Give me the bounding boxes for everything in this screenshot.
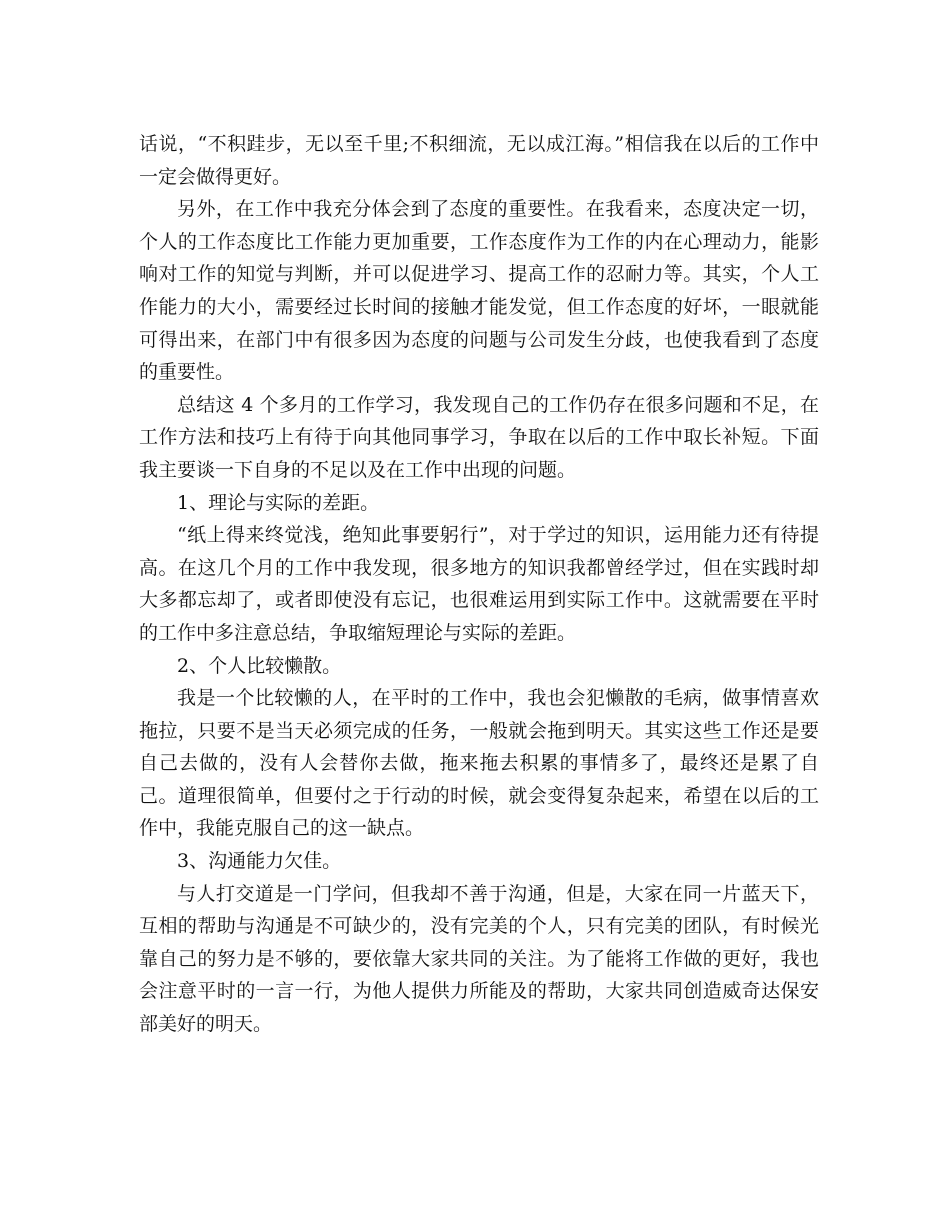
- paragraph-communication: 与人打交道是一门学问，但我却不善于沟通，但是，大家在同一片蓝天下，互相的帮助与沟通是不可缺少的，没有完美的个人，只有完美的团队，有时候光靠自己的努力是不够的，要依靠大家共同的关注。为了能将工作做的更好，我也会注意平时的一言一行，为他人提供力所能及的帮助，大家共同创造威奇达保安部美好的明天。: [139, 882, 819, 1036]
- paragraph-theory-practice: “纸上得来终觉浅，绝知此事要躬行”，对于学过的知识，运用能力还有待提高。在这几个月的工作中我发现，很多地方的知识我都曾经学过，但在实践时却大多都忘却了，或者即使没有忘记，也很难运用到实际工作中。这就需要在平时的工作中多注意总结，争取缩短理论与实际的差距。: [139, 524, 819, 644]
- section-heading-laziness: 2、个人比较懒散。: [177, 654, 342, 677]
- paragraph-summary: 总结这 4 个多月的工作学习，我发现自己的工作仍存在很多问题和不足，在工作方法和技巧上有待于向其他同事学习，争取在以后的工作中取长补短。下面我主要谈一下自身的不足以及在工作中出现的问题。: [139, 393, 819, 481]
- document-body: [139, 128, 819, 1041]
- section-heading-theory-practice: 1、理论与实际的差距。: [177, 491, 380, 514]
- paragraph-continuation: 话说，“不积跬步，无以至千里;不积细流，无以成江海。”相信我在以后的工作中一定会做得更好。: [139, 133, 819, 188]
- section-heading-communication: 3、沟通能力欠佳。: [177, 850, 342, 873]
- paragraph-laziness: 我是一个比较懒的人，在平时的工作中，我也会犯懒散的毛病，做事情喜欢拖拉，只要不是当天必须完成的任务，一般就会拖到明天。其实这些工作还是要自己去做的，没有人会替你去做，拖来拖去积累的事情多了，最终还是累了自己。道理很简单，但要付之于行动的时候，就会变得复杂起来，希望在以后的工作中，我能克服自己的这一缺点。: [139, 687, 819, 840]
- paragraph-attitude: 另外，在工作中我充分体会到了态度的重要性。在我看来，态度决定一切，个人的工作态度比工作能力更加重要，工作态度作为工作的内在心理动力，能影响对工作的知觉与判断，并可以促进学习、提高工作的忍耐力等。其实，个人工作能力的大小，需要经过长时间的接触才能发觉，但工作态度的好坏，一眼就能可得出来，在部门中有很多因为态度的问题与公司发生分歧，也使我看到了态度的重要性。: [139, 198, 819, 384]
